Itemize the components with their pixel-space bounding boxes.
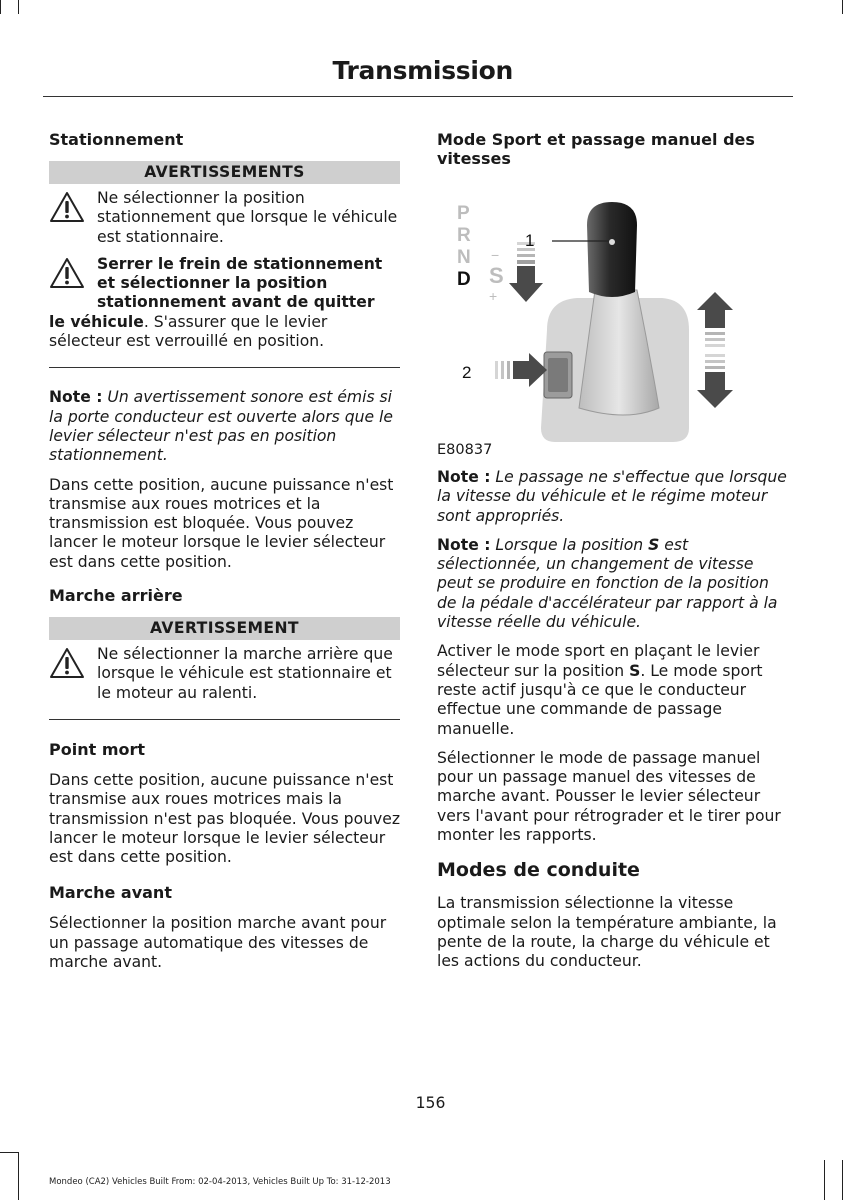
callout-1: 1 — [525, 231, 535, 250]
note-text: Un avertissement sonore est émis si la porte conducteur est ouverte alors que le levier sélecteur n'est pas en position stationnement. — [49, 388, 393, 465]
warning-triangle-icon — [49, 191, 85, 223]
gate-letter: N — [457, 247, 471, 268]
right-arrow-icon — [495, 353, 547, 387]
gate-letter: R — [457, 225, 471, 246]
footer-text: Mondeo (CA2) Vehicles Built From: 02-04-2013, Vehicles Built Up To: 31-12-2013 — [49, 1177, 391, 1187]
warning-bold-text: le véhicule — [49, 312, 144, 331]
right-column — [437, 130, 789, 982]
note — [49, 388, 400, 465]
note — [437, 536, 789, 632]
warning-item — [49, 189, 400, 247]
crop-mark — [842, 1160, 843, 1200]
body-paragraph: Sélectionner la position marche avant pour un passage automatique des vitesses de marche avant. — [49, 914, 387, 972]
note-label: Note : — [437, 535, 491, 554]
warning-block-marche-arriere — [49, 645, 400, 720]
gate-letter: D — [457, 269, 471, 290]
page-number: 156 — [415, 1094, 446, 1112]
warning-title-bar: AVERTISSEMENTS — [49, 161, 400, 184]
crop-mark — [18, 1152, 19, 1200]
paragraph-text: Activer le mode sport en plaçant le levier sélecteur sur la position — [437, 642, 760, 680]
warning-item — [49, 255, 400, 351]
crop-mark — [842, 0, 843, 14]
note-text: Le passage ne s'effectue que lorsque la vitesse du véhicule et le régime moteur sont appropriés. — [437, 468, 787, 525]
warning-continuation — [49, 313, 400, 352]
gear-gate-letters — [457, 203, 471, 290]
body-paragraph — [437, 642, 789, 738]
figure-code: E80837 — [437, 441, 493, 458]
warning-bold-text: Serrer le frein de stationnement et sélectionner la position stationnement avant de quitter — [97, 254, 383, 312]
note-text: est sélectionnée, un changement de vitesse peut se produire en fonction de la position de la pédale d'accélérateur par rapport à la vitesse réelle du véhicule. — [437, 535, 778, 632]
gear-selector-illustration — [437, 180, 789, 442]
warning-triangle-icon — [49, 647, 85, 679]
note-label: Note : — [49, 388, 103, 407]
plus-sign: + — [489, 288, 498, 304]
body-paragraph: Dans cette position, aucune puissance n'est transmise aux roues motrices et la transmission est bloquée. Vous pouvez lancer le moteur lorsque le levier sélecteur est dans cette position. — [49, 475, 394, 571]
down-arrow-icon — [509, 242, 543, 302]
warning-text: Ne sélectionner la marche arrière que lorsque le véhicule est stationnaire et le moteur au ralenti. — [97, 645, 393, 702]
crop-mark — [0, 1152, 18, 1153]
heading-stationnement: Stationnement — [49, 130, 184, 149]
heading-modes-de-conduite: Modes de conduite — [437, 859, 640, 882]
warning-text: . S'assurer que le levier sélecteur est verrouillé en position. — [49, 312, 328, 351]
warning-block-stationnement — [49, 189, 400, 368]
body-paragraph: Sélectionner le mode de passage manuel pour un passage manuel des vitesses de marche avant. Pousser le levier sélecteur vers l'avant pour rétrograder et le tirer pour monter les rapports. — [437, 748, 781, 845]
warning-item — [49, 645, 400, 703]
page-title: Transmission — [332, 56, 513, 85]
heading-point-mort: Point mort — [49, 739, 146, 759]
note-bold-s: S — [648, 535, 660, 554]
crop-mark — [18, 0, 19, 14]
heading-marche-arriere: Marche arrière — [49, 586, 183, 606]
note-label: Note : — [437, 468, 491, 486]
note-text: Lorsque la position — [490, 535, 649, 554]
shift-knob — [587, 202, 637, 297]
bold-s: S — [629, 661, 641, 680]
heading-marche-avant: Marche avant — [49, 883, 172, 903]
paragraph-text: . Le mode sport reste actif jusqu'à ce que le conducteur effectue une commande de passage manuelle. — [437, 661, 763, 738]
sport-letter: S — [489, 263, 504, 288]
crop-mark — [0, 0, 1, 14]
warning-triangle-icon — [49, 257, 85, 289]
callout-2: 2 — [462, 363, 472, 382]
up-down-arrows-icon — [697, 292, 733, 408]
crop-mark — [824, 1160, 825, 1200]
warning-text: Ne sélectionner la position stationnement que lorsque le véhicule est stationnaire. — [97, 189, 398, 246]
minus-sign: − — [491, 247, 500, 263]
left-column — [49, 130, 400, 982]
heading-mode-sport: Mode Sport et passage manuel des vitesses — [437, 130, 755, 168]
body-paragraph: La transmission sélectionne la vitesse optimale selon la température ambiante, la pente de la route, la charge du véhicule et les actions du conducteur. — [437, 894, 777, 971]
body-paragraph: Dans cette position, aucune puissance n'est transmise aux roues motrices mais la transmission n'est pas bloquée. Vous pouvez lancer le moteur lorsque le levier sélecteur est dans cette position. — [49, 770, 401, 867]
warning-title-bar: AVERTISSEMENT — [49, 617, 400, 640]
header-rule — [43, 96, 793, 97]
note — [437, 468, 789, 526]
gear-selector-figure — [437, 180, 789, 460]
gate-letter: P — [457, 203, 470, 224]
